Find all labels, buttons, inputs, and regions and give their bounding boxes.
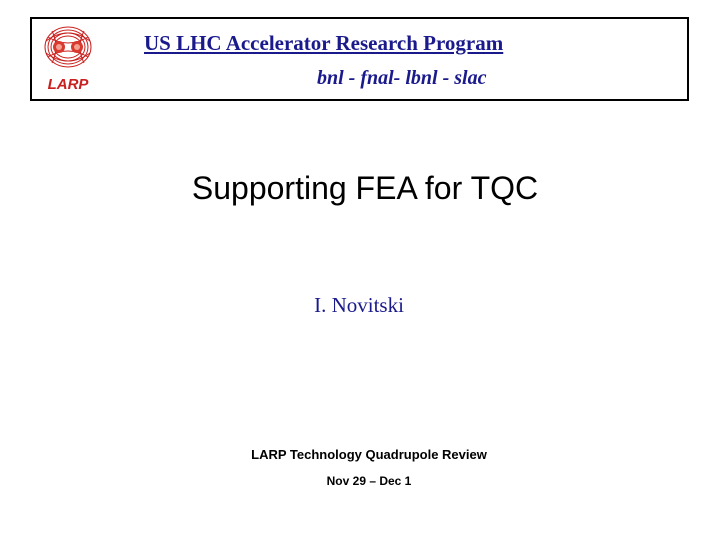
- slide-title: Supporting FEA for TQC: [191, 170, 539, 206]
- event-name: LARP Technology Quadrupole Review: [251, 447, 487, 462]
- event-dates: Nov 29 – Dec 1: [326, 474, 412, 488]
- author-name: I. Novitski: [314, 293, 404, 317]
- larp-logo: [38, 23, 98, 95]
- program-title: US LHC Accelerator Research Program: [144, 31, 504, 55]
- larp-logo-text: LARP: [47, 76, 89, 93]
- lab-list: bnl - fnal- lbnl - slac: [317, 67, 487, 89]
